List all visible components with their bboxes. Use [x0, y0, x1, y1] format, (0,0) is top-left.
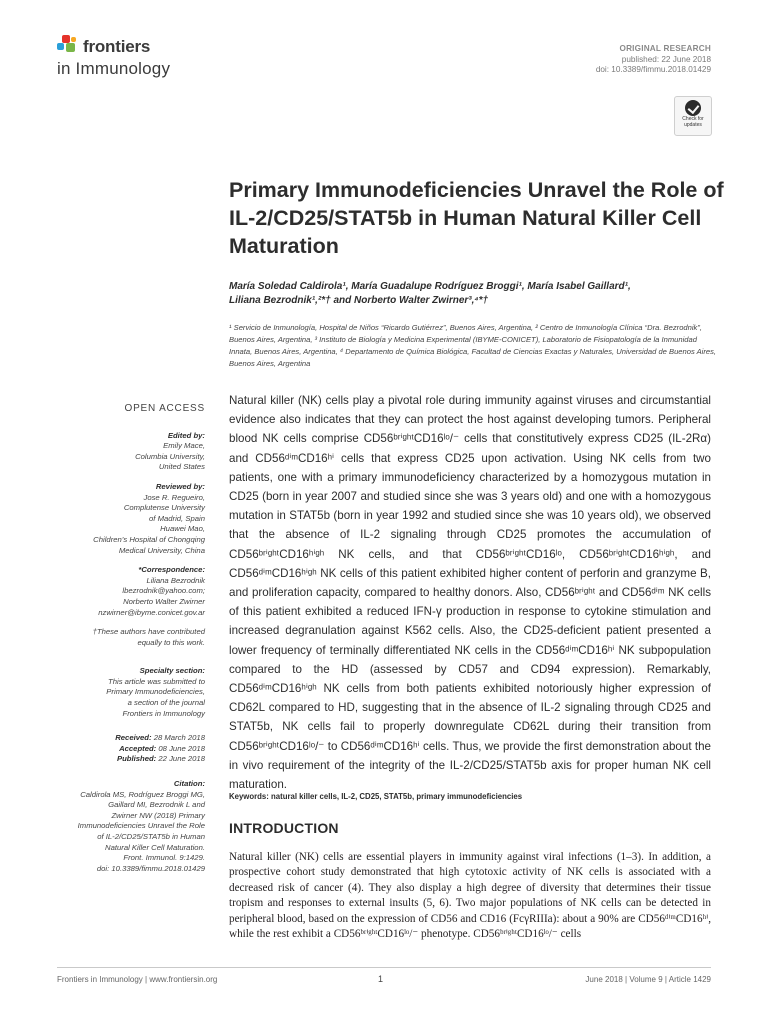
affiliations: ¹ Servicio de Inmunología, Hospital de Niños “Ricardo Gutiérrez”, Buenos Aires, Argentina, ² Centro de Inmunología Clínica “Dra. Bezrodnik”, Buenos Aires, Argentina, ³ Instituto de Biología y Medicina Experimental (IBYME-CONICET), Laboratorio de Fisiopatología de la Inmunidad Innata, Buenos Aires, Argentina, ⁴ Departamento de Química Biológica, Facultad de Ciencias Exactas y Naturales, Universidad de Buenos Aires, Buenos Aires, Argentina: [229, 323, 717, 368]
citation-line: Caldirola MS, Rodríguez Broggi MG,: [80, 789, 205, 799]
specialty-line: a section of the journal: [127, 698, 205, 708]
citation-line: Gaillard MI, Bezrodnik L and: [108, 800, 205, 810]
specialty-line: Primary Immunodeficiencies,: [106, 687, 205, 697]
check-icon: [685, 100, 701, 116]
citation-line: Front. Immunol. 9:1429.: [123, 853, 205, 863]
citation-line: Zwirner NW (2018) Primary: [111, 810, 205, 820]
citation-doi-link[interactable]: doi: 10.3389/fimmu.2018.01429: [96, 863, 205, 873]
keywords: Keywords: natural killer cells, IL-2, CD25, STAT5b, primary immunodeficiencies: [229, 792, 523, 801]
accepted-date: Accepted: 08 June 2018: [119, 743, 205, 753]
journal-logo: [57, 33, 227, 83]
reviewed-by-heading: Reviewed by:: [155, 481, 205, 491]
journal-name-line2: in Immunology: [57, 59, 171, 78]
citation-line: of IL-2/CD25/STAT5b in Human: [97, 832, 205, 841]
correspondence-line: Liliana Bezrodnik: [146, 575, 205, 585]
reviewer-line: Jose R. Regueiro,: [143, 492, 205, 502]
citation-line: Immunodeficiencies Unravel the Role: [77, 821, 205, 831]
footer-divider: [57, 967, 711, 968]
article-doi: doi: 10.3389/fimmu.2018.01429: [595, 65, 711, 74]
correspondence-email-link[interactable]: nzwirner@ibyme.conicet.gov.ar: [98, 607, 205, 617]
introduction-heading: INTRODUCTION: [229, 820, 339, 836]
introduction-text: Natural killer (NK) cells are essential players in immunity against viral infections (1–3). In addition, a prospective cohort study demonstrated that high cytotoxic activity of NK cells is associated with a decreased risk of cancer (4). They also display a high degree of diversity that determines their tissue tropism and responses to external insults (5, 6). Two major populations of NK cells can be detected in peripheral blood, based on the expression of CD56 and CD16 (FcγRIIIa): about a 90% are CD56ᵈⁱᵐCD16ʰⁱ, while the rest exhibit a CD56ᵇʳⁱᵍʰᵗCD16ˡᵒ/⁻ phenotype. CD56ᵇʳⁱᵍʰᵗCD16ˡᵒ/⁻ cells: [229, 851, 711, 941]
footer-journal-link[interactable]: Frontiers in Immunology | www.frontiersin.org: [57, 975, 218, 984]
footer-volume-info: June 2018 | Volume 9 | Article 1429: [585, 975, 711, 984]
article-type: ORIGINAL RESEARCH: [619, 44, 711, 53]
citation-heading: Citation:: [173, 779, 205, 789]
editor-line: Columbia University,: [135, 451, 205, 461]
edited-by-heading: Edited by:: [167, 430, 205, 440]
article-title: Primary Immunodeficiencies Unravel the Role of IL-2/CD25/STAT5b in Human Natural Killer Cell Maturation: [229, 178, 724, 258]
reviewer-line: Huawei Mao,: [160, 524, 205, 534]
published-date: published: 22 June 2018: [621, 54, 711, 64]
check-for-updates-badge[interactable]: [674, 96, 712, 136]
frontiers-logo-icon: [57, 35, 79, 57]
contrib-note-line: equally to this work.: [137, 637, 205, 647]
journal-name-line1: frontiers: [83, 37, 151, 56]
article-sidebar: [57, 404, 205, 874]
reviewer-line: Complutense University: [123, 503, 205, 513]
editor-line: United States: [158, 462, 205, 472]
reviewer-line: of Madrid, Spain: [149, 513, 205, 523]
author-list: [229, 280, 719, 307]
correspondence-line: Norberto Walter Zwirner: [123, 596, 205, 606]
specialty-line: Frontiers in Immunology: [122, 708, 205, 718]
authors-line2: Liliana Bezrodnik¹,²*† and Norberto Walter Zwirner³,⁴*†: [229, 294, 489, 306]
correspondence-email-link[interactable]: lbezrodnik@yahoo.com;: [122, 586, 205, 596]
contrib-note-line: †These authors have contributed: [92, 627, 205, 637]
badge-line1: Check for: [682, 116, 704, 122]
abstract: Natural killer (NK) cells play a pivotal role during immunity against viruses and circumstantial evidence also indicates that they can protect the host against developing tumors. Peripheral blood NK cells comprise CD56ᵇʳⁱᵍʰᵗCD16ˡᵒ/⁻ cells that constitutively express CD25 (IL-2Rα) and CD56ᵈⁱᵐCD16ʰⁱ cells that express CD25 upon activation. Using NK cells from two patients, one with a primary immunodeficiency characterized by a homozygous mutation in CD25 (born in year 2007 and studied since she was 3 years old) and one with a homozygous mutation in STAT5b (born in year 1992 and studied since she was 10 years old), we observed that the absence of IL-2 signaling through CD25 promotes the accumulation of CD56ᵇʳⁱᵍʰᵗCD16ʰⁱᵍʰ NK cells, and that CD56ᵇʳⁱᵍʰᵗCD16ˡᵒ, CD56ᵇʳⁱᵍʰᵗCD16ʰⁱᵍʰ, and CD56ᵈⁱᵐCD16ʰⁱᵍʰ NK cells of this patient exhibited higher content of perforin and granzyme B, and proliferation capacity, compared to healthy donors. Also, CD56ᵇʳⁱᵍʰᵗ and CD56ᵈⁱᵐ NK cells of this patient exhibited a reduced IFN-γ production in response to cytokine stimulation and increased degranulation against K562 cells. Also, the CD25-deficient patient presented a lower frequency of terminally differentiated NK cells in the CD56ᵈⁱᵐCD16ʰⁱ NK subpopulation compared to the HD (assessed by CD57 and CD94 expression). Remarkably, CD56ᵈⁱᵐCD16ʰⁱᵍʰ NK cells from both patients exhibited notoriously higher expression of CD62L compared to HD, suggesting that in the absence of IL-2 signaling through CD25 and STAT5b, NK cells fail to properly downregulate CD62L during their transition from CD56ᵇʳⁱᵍʰᵗCD16ˡᵒ/⁻ to CD56ᵈⁱᵐCD16ʰⁱ cells. Thus, we provide the first demonstration about the in vivo requirement of the integrity of the IL-2/CD25/STAT5b axis for proper human NK cell maturation.: [229, 394, 711, 792]
reviewer-line: Medical University, China: [118, 545, 205, 555]
specialty-line: This article was submitted to: [108, 676, 205, 686]
citation-line: Natural Killer Cell Maturation.: [105, 842, 205, 852]
authors-line1: María Soledad Caldirola¹, María Guadalupe Rodríguez Broggi¹, María Isabel Gaillard¹,: [229, 281, 631, 292]
editor-line: Emily Mace,: [163, 441, 205, 451]
published-date-sidebar: Published: 22 June 2018: [116, 754, 205, 764]
open-access-label: OPEN ACCESS: [124, 403, 205, 414]
badge-line2: updates: [684, 121, 702, 128]
article-header-info: [596, 44, 711, 76]
page-number: 1: [378, 974, 384, 984]
correspondence-heading: *Correspondence:: [138, 565, 205, 575]
received-date: Received: 28 March 2018: [115, 733, 205, 743]
specialty-heading: Specialty section:: [139, 666, 205, 676]
reviewer-line: Children’s Hospital of Chongqing: [93, 534, 205, 544]
